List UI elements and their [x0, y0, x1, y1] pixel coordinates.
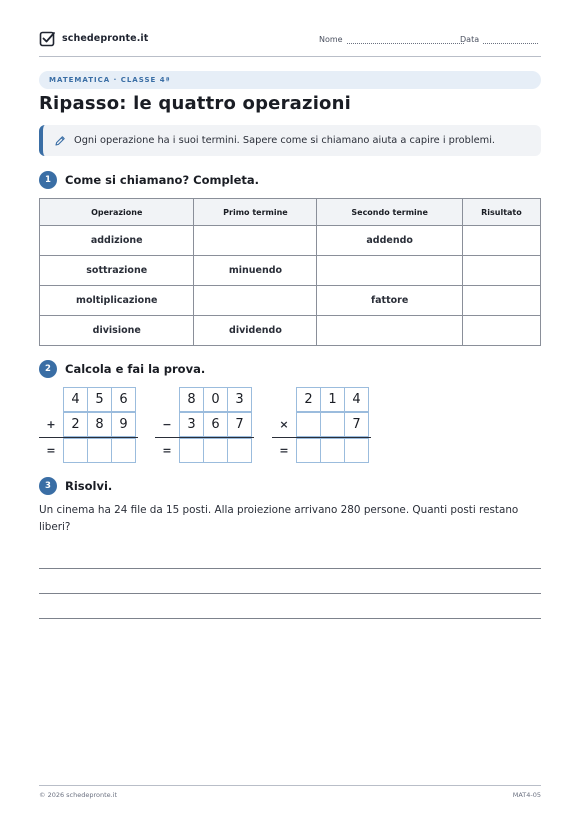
- operand-top: [63, 387, 136, 412]
- digit-cell: 5: [87, 387, 112, 412]
- result-cells: [179, 438, 252, 463]
- column-header: Operazione: [40, 199, 194, 226]
- result-digit-cell[interactable]: [63, 438, 88, 463]
- digit-cell: 4: [344, 387, 369, 412]
- answer-line[interactable]: [39, 618, 541, 619]
- operand-bottom: [296, 412, 369, 437]
- digit-cell: 0: [203, 387, 228, 412]
- digit-cell: 9: [111, 412, 136, 437]
- brand-name: schedepronte.it: [62, 33, 149, 44]
- name-field[interactable]: [319, 35, 464, 44]
- result-digit-cell[interactable]: [320, 438, 345, 463]
- worksheet-code: MAT4-05: [512, 791, 541, 799]
- result-digit-cell[interactable]: [227, 438, 252, 463]
- digit-cell: 7: [227, 412, 252, 437]
- digit-cell: 2: [63, 412, 88, 437]
- checkbox-logo-icon: [39, 30, 56, 47]
- digit-cell: 3: [179, 412, 204, 437]
- table-cell: dividendo: [194, 316, 317, 346]
- result-digit-cell[interactable]: [179, 438, 204, 463]
- info-note: [39, 125, 541, 156]
- section-2-heading: [39, 360, 205, 378]
- digit-cell: [320, 412, 345, 437]
- result-cells: [296, 438, 369, 463]
- table-cell: moltiplicazione: [40, 286, 194, 316]
- table-cell: addizione: [40, 226, 194, 256]
- operator-sign: −: [162, 418, 172, 431]
- name-label: Nome: [319, 35, 343, 44]
- subject-badge: MATEMATICA · CLASSE 4ª: [39, 71, 541, 89]
- digit-cell: 6: [111, 387, 136, 412]
- date-label: Data: [460, 35, 480, 44]
- digit-cell: 8: [179, 387, 204, 412]
- table-cell: addendo: [317, 226, 462, 256]
- answer-cell[interactable]: [194, 226, 317, 256]
- result-cells: [63, 438, 136, 463]
- operator-sign: +: [46, 418, 56, 431]
- answer-line[interactable]: [39, 593, 541, 594]
- answer-line[interactable]: [39, 568, 541, 569]
- digit-cell: 3: [227, 387, 252, 412]
- copyright-text: © 2026 schedepronte.it: [39, 791, 118, 799]
- result-digit-cell[interactable]: [296, 438, 321, 463]
- table-cell: fattore: [317, 286, 462, 316]
- answer-cell[interactable]: [317, 256, 462, 286]
- name-line[interactable]: [347, 36, 464, 44]
- digit-cell: [296, 412, 321, 437]
- table-cell: divisione: [40, 316, 194, 346]
- page-footer: [39, 785, 541, 799]
- table-row: [40, 316, 541, 346]
- section-3-number: 3: [39, 477, 57, 495]
- equals-sign: =: [162, 444, 172, 457]
- section-1-heading: [39, 171, 259, 189]
- digit-cell: 4: [63, 387, 88, 412]
- digit-cell: 6: [203, 412, 228, 437]
- note-text: Ogni operazione ha i suoi termini. Sapere come si chiamano aiuta a capire i problemi.: [74, 135, 496, 146]
- answer-cell[interactable]: [462, 226, 540, 256]
- answer-cell[interactable]: [194, 286, 317, 316]
- date-line[interactable]: [483, 36, 538, 44]
- table-header-row: [40, 199, 541, 226]
- operator-sign: ×: [279, 418, 289, 431]
- section-3-title: Risolvi.: [65, 479, 113, 493]
- page-title: Ripasso: le quattro operazioni: [39, 93, 352, 114]
- column-header: Secondo termine: [317, 199, 462, 226]
- section-1-title: Come si chiamano? Completa.: [65, 173, 260, 187]
- result-digit-cell[interactable]: [203, 438, 228, 463]
- answer-cell[interactable]: [317, 316, 462, 346]
- table-cell: minuendo: [194, 256, 317, 286]
- worksheet-header: [39, 30, 541, 57]
- digit-cell: 1: [320, 387, 345, 412]
- digit-cell: 8: [87, 412, 112, 437]
- brand-logo: [39, 30, 148, 47]
- operand-top: [179, 387, 252, 412]
- answer-cell[interactable]: [462, 286, 540, 316]
- section-2-title: Calcola e fai la prova.: [65, 362, 206, 376]
- section-1-number: 1: [39, 171, 57, 189]
- table-row: [40, 226, 541, 256]
- operand-bottom: [63, 412, 136, 437]
- equals-sign: =: [46, 444, 56, 457]
- section-2-number: 2: [39, 360, 57, 378]
- table-row: [40, 286, 541, 316]
- digit-cell: 2: [296, 387, 321, 412]
- column-header: Risultato: [462, 199, 540, 226]
- result-digit-cell[interactable]: [111, 438, 136, 463]
- answer-cell[interactable]: [462, 316, 540, 346]
- word-problem: Un cinema ha 24 file da 15 posti. Alla proiezione arrivano 280 persone. Quanti posti restano liberi?: [39, 504, 519, 533]
- result-digit-cell[interactable]: [87, 438, 112, 463]
- result-digit-cell[interactable]: [344, 438, 369, 463]
- operand-top: [296, 387, 369, 412]
- pencil-icon: [54, 135, 66, 147]
- column-header: Primo termine: [194, 199, 317, 226]
- operand-bottom: [179, 412, 252, 437]
- section-3-heading: [39, 477, 112, 495]
- terms-table: [39, 198, 541, 346]
- table-row: [40, 256, 541, 286]
- date-field[interactable]: [460, 35, 538, 44]
- digit-cell: 7: [344, 412, 369, 437]
- equals-sign: =: [279, 444, 289, 457]
- answer-cell[interactable]: [462, 256, 540, 286]
- table-cell: sottrazione: [40, 256, 194, 286]
